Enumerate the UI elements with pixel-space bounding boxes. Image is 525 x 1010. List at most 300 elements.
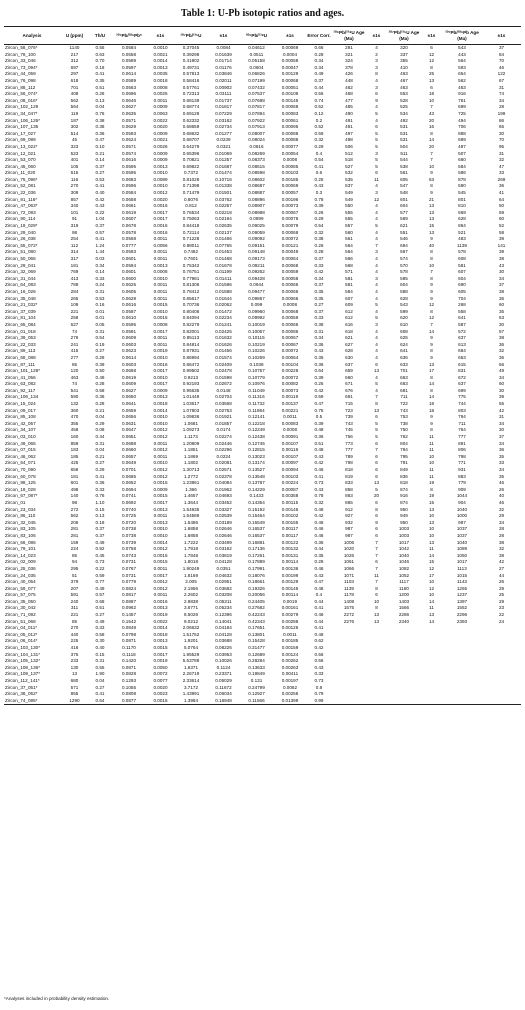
table-cell: 932 (345, 519, 353, 525)
table-cell: 28 (498, 532, 505, 538)
table-cell: 95 (498, 143, 505, 149)
table-cell: Zircon_44_059 (5, 71, 36, 77)
table-cell: 836 (400, 473, 408, 479)
table-cell: 725 (458, 110, 466, 116)
table-cell: 0.01574 (215, 354, 232, 360)
table-cell: 0.33 (95, 625, 105, 631)
table-cell: 7 (430, 150, 433, 156)
table-cell: 0.05311 (215, 598, 232, 604)
table-cell: 0.47 (314, 401, 324, 407)
table-cell: 6 (375, 414, 378, 420)
table-cell: 0.35 (95, 77, 105, 83)
table-cell: 20 (428, 117, 435, 123)
table-cell: 544 (400, 157, 408, 163)
table-cell: 624 (400, 341, 408, 347)
table-cell: 1.51752 (182, 631, 200, 637)
table-cell: 1037 (456, 526, 468, 532)
table-cell: 627 (345, 341, 353, 347)
table-cell: 0.0008 (153, 269, 168, 275)
table-cell (442, 685, 482, 692)
table-cell: 0.01069 (215, 150, 232, 156)
table-cell: 7 (375, 546, 378, 552)
table-cell: Zircon_92_117 (5, 387, 36, 393)
table-cell: 0.02571 (215, 467, 232, 472)
table-cell: 64 (498, 196, 505, 202)
table-cell: 538 (400, 163, 408, 169)
table-cell: 0.03189 (215, 519, 232, 525)
table-cell: 681 (400, 387, 408, 393)
column-header: ±1s (482, 27, 521, 45)
table-cell: 0.4 (315, 592, 323, 598)
table-cell: Zircon_32_045 (5, 519, 36, 525)
table-cell: 63 (428, 176, 435, 182)
table-cell: 120 (70, 368, 79, 374)
column-header: ²⁰⁶Pb/²³⁸U Age (Ma) (332, 27, 366, 45)
table-cell: 0.0652 (121, 480, 137, 486)
table-cell: 0.07894 (248, 110, 265, 116)
table-cell: Zircon_35_048 (5, 295, 36, 301)
table-cell: 0.80406 (182, 308, 200, 314)
table-cell: Zircon_09_017 (5, 407, 36, 413)
table-cell: 0.02734 (215, 124, 232, 130)
table-cell: 0.10115 (248, 335, 265, 341)
table-cell: 491 (345, 117, 353, 123)
table-cell: 0.3 (315, 190, 323, 196)
table-cell: 0.0017 (153, 216, 168, 222)
table-cell: 684 (458, 348, 466, 354)
table-cell: 0.44 (314, 618, 324, 624)
table-cell: 0.0017 (153, 651, 168, 657)
table-cell: 633 (400, 361, 408, 367)
table-cell: 14 (428, 137, 435, 143)
table-cell: 0.53 (95, 176, 105, 182)
table-cell: 1566 (398, 605, 410, 611)
table-cell: 0.08373 (248, 157, 265, 163)
table-cell: 0.00102 (281, 513, 299, 519)
table-cell: 0.00117 (281, 526, 299, 532)
table-cell: 0.1457 (121, 612, 137, 618)
table-cell: 53 (498, 315, 505, 321)
table-cell: 0.1433 (249, 493, 264, 499)
table-cell: 12 (428, 58, 435, 64)
table-cell: 0.28 (95, 381, 105, 387)
table-cell: 65 (498, 124, 505, 130)
table-cell: 0.44 (314, 546, 324, 552)
table-cell: 0.03111 (215, 91, 232, 97)
table-cell: 0.0015 (153, 645, 168, 651)
table-cell: 0.00126 (281, 625, 299, 631)
table-cell: 608 (400, 328, 408, 334)
table-row (4, 698, 521, 705)
table-cell (366, 698, 387, 705)
table-cell: 0.00103 (281, 170, 299, 176)
table-cell: 0.34 (95, 262, 105, 268)
table-cell: 270 (70, 183, 79, 189)
table-cell: 0.9213 (183, 374, 199, 380)
table-cell: 0.00115 (281, 499, 299, 505)
table-cell: Zircon_34_047* (5, 110, 38, 116)
table-cell: 0.00069 (281, 45, 299, 50)
table-cell: 593 (458, 64, 466, 70)
table-cell: 0.0591 (121, 328, 137, 334)
table-cell (421, 671, 442, 678)
table-cell: 0.58416 (182, 77, 200, 83)
table-cell: 0.0016 (153, 229, 168, 235)
table-cell: 0.0011 (153, 97, 168, 103)
table-cell: 0.32 (314, 229, 324, 235)
table-cell: 0.00047 (281, 64, 299, 70)
table-cell: 0.15192 (248, 506, 265, 512)
table-cell: 233 (70, 658, 79, 664)
table-cell: 0.00119 (281, 394, 299, 400)
table-cell: 0.00083 (281, 110, 299, 116)
table-cell: 874 (400, 486, 408, 492)
table-cell: 425 (70, 460, 79, 466)
table-cell: 0.03208 (215, 592, 232, 598)
table-cell: 30 (498, 427, 505, 433)
table-cell: 0.32 (314, 499, 324, 505)
table-cell: 0.0015 (147, 698, 174, 705)
table-cell: 744 (458, 401, 466, 407)
table-cell: 132 (70, 401, 79, 407)
table-cell: 0.33 (95, 275, 105, 281)
table-cell: 0.0011 (153, 440, 168, 446)
table-cell: Zircon_12_021 (5, 150, 36, 156)
table-cell: 0.34 (314, 335, 324, 341)
table-cell: 0.0148 (216, 387, 231, 393)
table-cell: 0.0603 (121, 361, 137, 367)
table-cell (387, 665, 421, 672)
table-cell: 270 (70, 625, 79, 631)
table-cell: 0.04128 (215, 559, 232, 565)
table-cell: 0.78 (314, 196, 324, 202)
table-cell: 181 (70, 473, 79, 479)
table-cell: 0.24799 (248, 684, 265, 690)
table-cell (332, 665, 366, 672)
table-cell: Zircon_47_063* (5, 203, 38, 209)
table-cell: 0.08907 (248, 203, 265, 209)
table-cell: 609 (345, 302, 353, 308)
table-cell: 324 (345, 58, 353, 64)
table-cell: 1040 (398, 552, 410, 558)
table-cell: 0.17651 (248, 625, 265, 631)
table-cell: 0.72114 (182, 229, 200, 235)
table-cell: 1.43991 (182, 691, 200, 697)
table-cell: 0.0015 (153, 480, 168, 486)
table-cell: 0.0011 (153, 341, 168, 347)
table-cell: 2.9838 (183, 598, 199, 604)
table-cell: 0.86994 (182, 354, 200, 360)
column-header: U (ppm) (60, 27, 89, 45)
table-row (4, 85, 521, 92)
table-cell: 0.02646 (215, 532, 232, 538)
table-cell: 0.0849 (121, 625, 137, 631)
table-cell: 0.00073 (281, 203, 299, 209)
table-row (4, 58, 521, 65)
table-cell: 0.01 (95, 308, 105, 314)
table-cell: 0.52 (314, 104, 324, 110)
table-row (4, 52, 521, 59)
table-cell: 13 (71, 671, 78, 677)
table-cell: 0.12438 (248, 434, 265, 440)
table-cell: 0.54 (95, 335, 105, 341)
table-cell: 0.42243 (248, 612, 265, 618)
table-cell: 950 (400, 506, 408, 512)
table-cell: 14 (428, 598, 435, 604)
table-cell: Zircon_112_141* (5, 678, 40, 683)
table-cell: 1143 (457, 579, 467, 585)
table-cell: Zircon_71_092 (5, 612, 36, 618)
table-cell: 1.8169 (183, 572, 199, 578)
table-cell: 0.53 (95, 295, 105, 301)
table-cell: 1037 (456, 532, 468, 538)
table-cell: 0.71479 (182, 190, 200, 196)
table-cell: 0.0009 (153, 387, 168, 393)
table-row (4, 315, 521, 322)
table-cell (332, 671, 366, 678)
table-cell (421, 625, 442, 632)
table-cell: 6 (375, 526, 378, 532)
table-cell: 0.131 (250, 678, 263, 683)
table-cell: 2.33614 (182, 678, 200, 683)
table-cell: 521 (458, 229, 466, 235)
table-cell: 0.0011 (153, 256, 168, 261)
table-cell: 0.16948 (208, 698, 239, 705)
table-cell: 0.0016 (153, 223, 168, 229)
table-cell: 0.13801 (248, 631, 265, 637)
table-cell: 566 (345, 256, 353, 261)
table-cell: 109 (70, 302, 79, 308)
table-cell: 0.0584 (121, 45, 137, 50)
table-cell: 658 (70, 467, 79, 472)
table-cell: 0.00197 (281, 678, 299, 683)
table-cell: 0.01199 (215, 269, 232, 275)
table-cell: 0.8 (315, 684, 323, 690)
table-cell: 987 (345, 526, 353, 532)
table-cell: 0.49 (95, 374, 105, 380)
table-cell (421, 632, 442, 639)
table-cell (332, 652, 366, 659)
table-cell: Zircon_24_035 (5, 572, 36, 578)
table-cell: Zircon_29_041 (5, 262, 36, 268)
table-cell: 15 (428, 499, 435, 505)
table-cell: 0.0021 (153, 51, 168, 57)
table-cell: 0.0010 (153, 183, 168, 189)
table-cell: 0.0661 (121, 203, 137, 209)
table-cell: 663 (400, 381, 408, 387)
table-cell: 1020 (343, 546, 355, 552)
table-cell: Zircon_107_135 (5, 124, 39, 130)
table-cell: 19 (428, 493, 435, 499)
table-cell: 0.02704 (215, 394, 232, 400)
table-cell: 0.0646 (121, 97, 137, 103)
table-cell: 0.0016 (153, 598, 168, 604)
table-cell: 8 (430, 348, 433, 354)
table-cell: 0.15549 (248, 519, 265, 525)
table-cell: 0.31 (95, 440, 105, 446)
table-cell: 1.07803 (182, 407, 200, 413)
table-cell: 38 (498, 539, 505, 545)
table-cell: Zircon_01 (5, 499, 26, 505)
table-cell: 1.1869 (183, 453, 199, 459)
table-cell: Zircon_23_034 (5, 506, 36, 512)
table-cell: 0.39 (314, 420, 324, 426)
table-cell: 240 (70, 598, 79, 604)
table-cell: 297 (70, 71, 79, 77)
table-cell (366, 678, 387, 685)
table-cell: 0.00902 (215, 84, 232, 90)
table-cell: 549 (345, 190, 353, 196)
table-cell: 0.68659 (182, 124, 200, 130)
table-cell: 543 (458, 45, 466, 50)
table-cell: 0.46 (314, 526, 324, 532)
table-cell (387, 658, 421, 665)
table-cell: 1.90 (95, 671, 105, 677)
table-cell: 637 (345, 361, 353, 367)
table-cell: 0.0601 (121, 269, 137, 275)
table-cell: 468 (345, 91, 353, 97)
table-cell: 0.0568 (121, 236, 137, 242)
table-cell: 19 (428, 480, 435, 486)
table-cell: 0.0019 (153, 612, 168, 618)
table-cell: 0.27 (95, 612, 105, 618)
table-cell: 11 (429, 434, 434, 440)
table-cell: 660 (345, 374, 353, 380)
table-cell: 0.00066 (281, 282, 299, 288)
table-cell: 0.41 (95, 183, 105, 189)
table-cell: 660 (458, 157, 466, 163)
table-cell: 525 (400, 104, 408, 110)
table-cell (421, 678, 442, 685)
table-cell: 6 (375, 124, 378, 130)
table-cell: 8 (375, 506, 378, 512)
table-cell: 0.00155 (281, 519, 299, 525)
table-cell: 0.0010 (153, 414, 168, 420)
table-cell: 0.10757 (248, 368, 265, 374)
table-cell: 13 (428, 216, 435, 222)
table-cell: 0.01687 (215, 163, 232, 169)
table-cell: 0.41 (314, 625, 324, 631)
table-cell: 0.0694 (121, 486, 137, 492)
table-cell: 0.47 (314, 579, 324, 585)
table-cell: 0.11566 (239, 698, 274, 705)
table-cell: 0.0816 (249, 143, 264, 149)
table-cell: 140 (70, 493, 79, 499)
table-cell: 0.0798 (121, 631, 137, 637)
table-cell: 5 (375, 110, 378, 116)
table-cell: 57 (498, 328, 505, 334)
table-cell: 0.00132 (281, 546, 299, 552)
table-cell: 42 (498, 559, 505, 565)
table-cell: 0.75 (314, 407, 324, 413)
table-cell: 4 (375, 183, 378, 189)
table-cell: 0.73 (314, 678, 324, 683)
table-cell: 7 (375, 447, 378, 453)
table-cell: 258 (70, 315, 79, 321)
table-cell: 762 (400, 434, 408, 440)
table-cell: 0.0738 (121, 532, 137, 538)
table-cell: 7 (375, 394, 378, 400)
table-cell: 0.0014 (153, 58, 168, 64)
table-cell: 2296 (456, 612, 468, 618)
table-row (4, 559, 521, 566)
table-cell: 0.00087 (281, 486, 299, 492)
table-cell: 0.1170 (122, 645, 136, 651)
table-cell: 0.31 (95, 658, 105, 664)
table-cell: 0.0808 (121, 691, 137, 697)
table-cell: 0.28 (314, 249, 324, 255)
table-cell (442, 625, 482, 632)
table-cell: 7 (375, 242, 378, 248)
table-cell: 2393 (456, 618, 468, 624)
table-cell: 605 (400, 176, 408, 182)
table-cell: 0.78412 (182, 288, 200, 294)
table-cell: 0.15 (95, 651, 105, 657)
table-cell: 0.08687 (248, 183, 265, 189)
table-cell: 39 (498, 236, 505, 242)
table-cell: 0.08887 (248, 190, 265, 196)
table-cell (482, 698, 521, 705)
table-cell: 0.00108 (281, 91, 299, 97)
table-cell: 0.23371 (215, 671, 232, 677)
table-cell: 0.17136 (248, 546, 265, 552)
table-cell: 11 (429, 447, 434, 453)
table-cell: 2272 (343, 612, 355, 618)
table-cell: 534 (400, 110, 408, 116)
table-cell: 0.15464 (248, 513, 265, 519)
table-cell: 3 (375, 275, 378, 281)
table-cell: 0.84814 (182, 341, 200, 347)
table-cell: 0.10716 (215, 176, 232, 182)
table-cell: 8 (430, 256, 433, 261)
table-cell: 0.44 (314, 84, 324, 90)
table-cell: 320 (400, 45, 408, 50)
table-cell (482, 645, 521, 652)
table-cell: 0.09211 (248, 262, 265, 268)
table-cell: 532 (345, 170, 353, 176)
table-cell: 1.44 (95, 249, 105, 255)
table-cell: 541 (70, 387, 79, 393)
table-cell: 0.02274 (215, 434, 232, 440)
table-cell: 0.17889 (248, 559, 265, 565)
table-row (4, 276, 521, 283)
table-cell: 0.03327 (215, 506, 232, 512)
table-cell: 8 (430, 308, 433, 314)
table-cell: 0.49 (95, 539, 105, 545)
table-cell: 0.00069 (281, 183, 299, 189)
table-row (4, 71, 521, 78)
table-cell: Zircon_83_105 (5, 526, 36, 532)
table-cell: 6 (375, 559, 378, 565)
table-cell: 0.00054 (281, 150, 299, 156)
table-cell: 0.09477 (248, 288, 265, 294)
table-row (4, 493, 521, 500)
table-cell: 0.0010 (153, 308, 168, 314)
table-row (4, 487, 521, 494)
table-cell: Zircon_89_113 (5, 348, 36, 354)
table-cell: Zircon_39_053 (5, 335, 36, 341)
table-cell: 40 (428, 242, 435, 248)
table-cell: 0.13787 (248, 480, 265, 486)
table-cell: 0.0010 (153, 170, 168, 176)
table-cell: 0.00072 (281, 374, 299, 380)
table-cell: 0.68774 (182, 104, 200, 110)
table-cell (482, 638, 521, 645)
table-cell: 6 (375, 499, 378, 505)
table-cell: 0.28 (95, 354, 105, 360)
table-cell: 0.76 (95, 110, 105, 116)
table-cell: 0.0738 (121, 526, 137, 532)
